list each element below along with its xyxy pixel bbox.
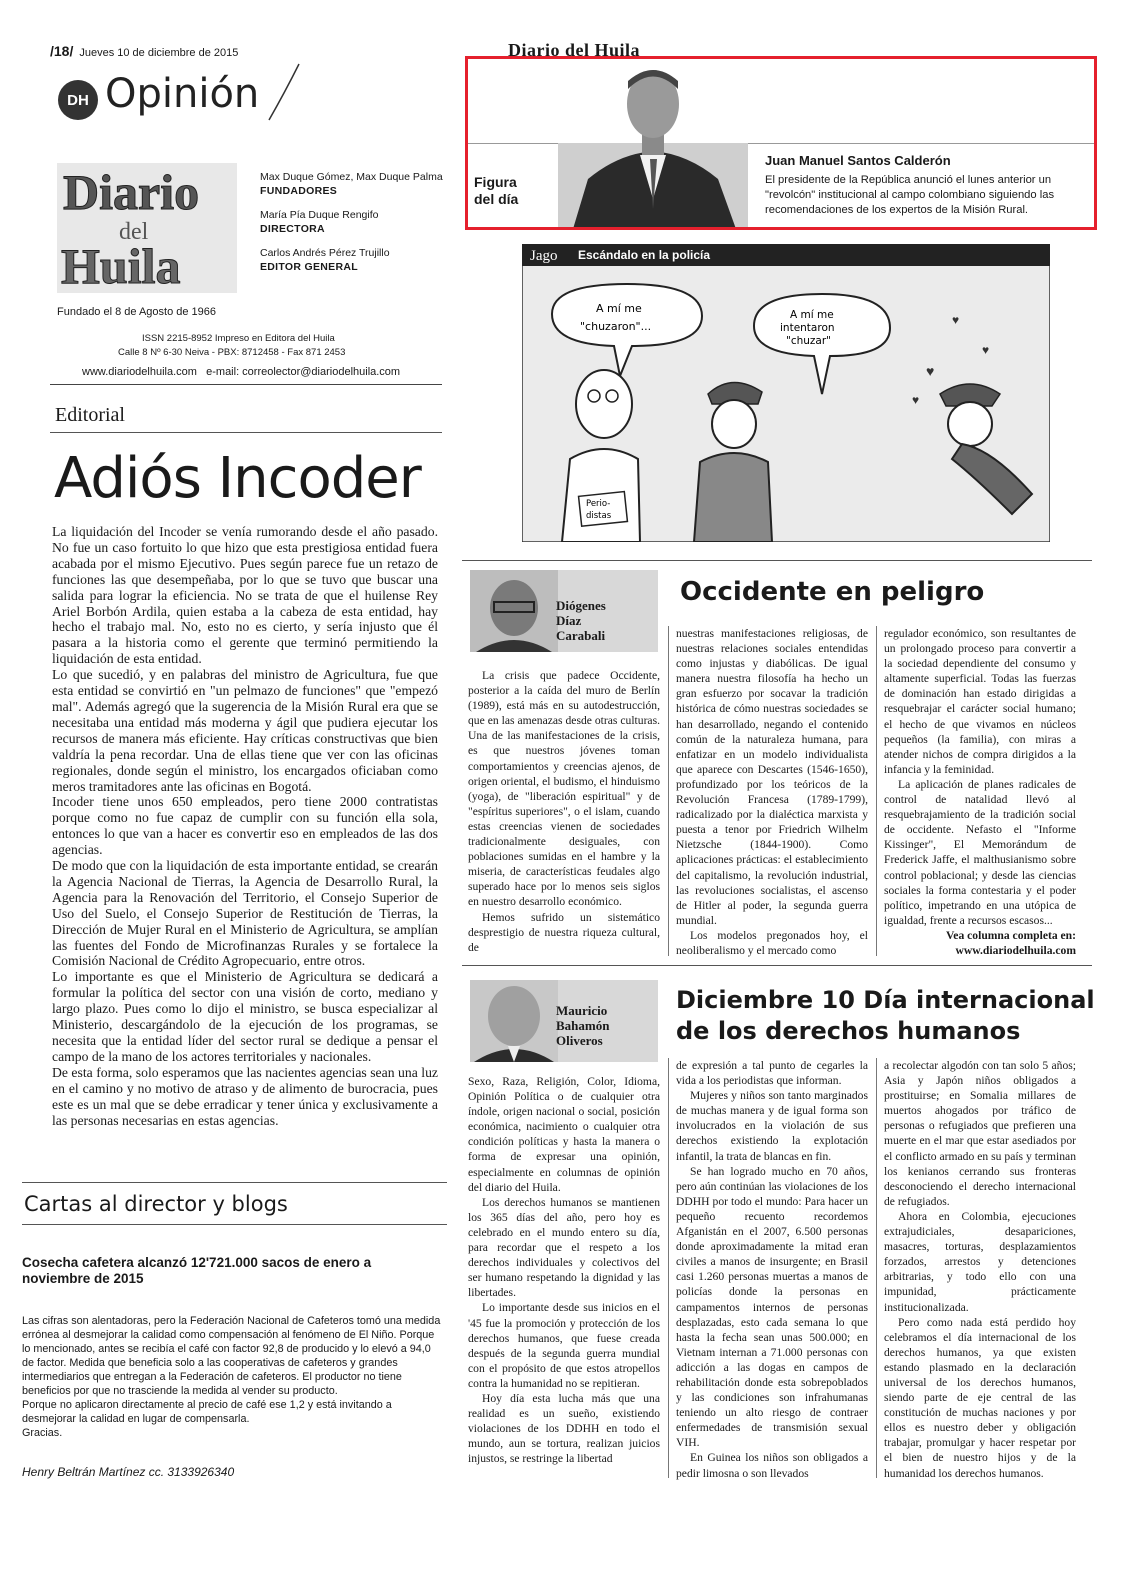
- letter-paragraph: Porque no aplicaron directamente al precio de café ese 1,2 y está invitando a desmejorar la calidad en lugar de compensarla.: [22, 1399, 392, 1425]
- section-slash-decoration: [265, 62, 301, 122]
- address-line: Calle 8 Nº 6-30 Neiva - PBX: 8712458 - Fax 871 2453: [118, 347, 346, 358]
- column-text: [468, 668, 660, 955]
- staff-list: [260, 170, 443, 284]
- column-separator: [668, 1058, 669, 1478]
- column-paragraph: Se han logrado mucho en 70 años, pero aún continúan las violaciones de los DDHH por todo el mundo: Para hacer un pequeño recuento recordemos Afganistán en el 2007, 6.500 personas donde aproximadamente la mitad eran civiles a manos de insurgente; en Brasil casi 1.260 personas muertas a manos de policías donde la personas en campamentos internos de personas desplazadas, esto cada semana lo que hasta la fecha sean unas 500.000; en Vietnam internan a 71.000 personas con adicción a las dogas en campos de rehabilitación donde esta sobrepoblados y las condiciones son infrahumanas teniendo un alto riesgo de contraer enfermedades de transmisión sexual VIH.: [676, 1164, 868, 1450]
- divider: [22, 1224, 447, 1225]
- column-text: [676, 626, 868, 958]
- column-title: Diciembre 10 Día internacional de los derechos humanos: [676, 986, 1095, 1045]
- columnist-name-line1: Diógenes: [556, 598, 606, 613]
- column-separator: [876, 626, 877, 956]
- bubble2-line3: "chuzar": [786, 335, 832, 347]
- column-paragraph: La aplicación de planes radicales de control de natalidad llevó al resquebrajamiento de la tradición social de occidente. Nefasto el "Informe Kissinger", El Memorándum de Frederick Jaffe, el malthusianismo sobre control poblacional; y desde las ciencias sociales la forma contestaria y el poder político, impetrando en una utópica de igualdad, frente a recursos escasos...: [884, 777, 1076, 927]
- column-title: Occidente en peligro: [680, 577, 985, 607]
- logo-line3: Huila: [61, 238, 181, 293]
- svg-text:♥: ♥: [912, 393, 920, 407]
- column-text: [884, 1058, 1076, 1481]
- column-paragraph: Hemos sufrido un sistemático desprestigio de nuestra riqueza cultural, de: [468, 910, 660, 954]
- staff-names: María Pía Duque Rengifo: [260, 209, 379, 221]
- email-link[interactable]: e-mail: correolector@diariodelhuila.com: [206, 366, 401, 378]
- figura-name: Juan Manuel Santos Calderón: [765, 153, 951, 168]
- cartoon-drawing: [522, 244, 1050, 542]
- editorial-paragraph: De esta forma, solo esperamos que las nacientes agencias sean una luz en el camino y no motivo de atraso y de alimento de burocracia, pues este es un mal que se debe erradicar y tener única y exclusivamente a las personas necesarias en estas agencias.: [52, 1064, 438, 1128]
- bubble1-line1: A mí me: [596, 302, 642, 315]
- svg-text:♥: ♥: [926, 365, 935, 380]
- divider: [462, 965, 1092, 966]
- staff-role: EDITOR GENERAL: [260, 261, 358, 273]
- divider: [50, 432, 442, 433]
- columnist-name-line1: Mauricio: [556, 1003, 608, 1018]
- column-paragraph: La crisis que padece Occidente, posterior a la caída del muro de Berlín (1989), está más en su autodestrucción, que en las amenazas desde otras culturas. Una de las manifestaciones de la crisis, es que nuestros jóvenes toman comportamientos y creencias ajenos, de origen oriental, el budismo, el hinduismo (yoga), de "liberación espiritual" y de "espíritus superiores", o el islam, cuando estas creencias vienen de sociedades tradicionalmente desiguales, con poblaciones sumidas en el hambre y la miseria, de características feudales algo superado hace por lo menos seis siglos en nuestro desarrollo económico.: [468, 669, 660, 909]
- divider: [22, 1182, 447, 1183]
- columnist-photo: [470, 570, 558, 652]
- editorial-paragraph: Incoder tiene unos 650 empleados, pero tiene 2000 contratistas porque como no fue capaz de cumplir con su función ella sola, entonces lo que van a hacer es convertir eso en empleados de las dos agencias.: [52, 794, 438, 858]
- letter-paragraph: Gracias.: [22, 1427, 63, 1439]
- editorial-paragraph: De modo que con la liquidación de esta importante entidad, se crearán la Agencia Nacional de Tierras, la Agencia de Desarrollo Rural, la Agencia para la Renovación del Territorio, el Consejo Superior de Uso del Suelo, el Consejo Superior de Restitución de Tierras, la Dirección de Mujer Rural en el Ministerio de Agricultura, se amplían las fuentes del Fondo de Microfinanzas Rurales y se fortalece la Comisión Nacional de Crédito Agropecuario, entre otros.: [52, 858, 438, 969]
- staff-names: Carlos Andrés Pérez Trujillo: [260, 247, 390, 259]
- editorial-body: [52, 524, 438, 1128]
- columnist-photo: [470, 980, 558, 1062]
- cartoon: [522, 244, 1050, 542]
- page-number: /18/: [50, 43, 74, 59]
- column-separator: [876, 1058, 877, 1478]
- logo-line1: Diario: [63, 164, 200, 220]
- read-more-line1: Vea columna completa en:: [946, 928, 1076, 942]
- columnist-name-line2: Bahamón: [556, 1018, 610, 1033]
- column-paragraph: Pero como nada está perdido hoy celebramos el día internacional de los derechos humanos, ya que existen estando plasmado en la declaración universal de los derechos humanos, siendo parte de eje central de las constitución de muchas naciones y por ellos es nuestro deber y obligación trabajar, promulgar y hacer respetar por el bien de nuestro hijos y de la humanidad los derechos humanos.: [884, 1315, 1076, 1480]
- contact-line: [82, 366, 400, 378]
- column-text: [884, 626, 1076, 958]
- letter-body: [22, 1314, 442, 1440]
- section-logo: DH: [58, 80, 98, 120]
- svg-text:♥: ♥: [952, 313, 960, 327]
- column-paragraph: Los derechos humanos se mantienen los 365 días del año, pero hoy es celebrado en el mundo entero su día, para recordar que el respeto a los derechos individuales y colectivos del ser humano respetando la dignidad y las libertades.: [468, 1195, 660, 1300]
- columnist-name-line3: Oliveros: [556, 1033, 603, 1048]
- issn-info: [118, 332, 346, 360]
- section-title: Opinión: [105, 71, 260, 117]
- diario-del-huila-logo: [57, 163, 237, 293]
- column-paragraph: a recolectar algodón con tan solo 5 años; Asia y Japón niños obligados a prostituirse; en Somalia millares de muertos ahogados por tráfico de personas o refugiados que prefieren una muerte en el mar que estar asediados por el conflicto armado en su país y terminan los kenianos cerrando sus fronteras desconociendo el derecho internacional de refugiados.: [884, 1059, 1076, 1208]
- staff-names: Max Duque Gómez, Max Duque Palma: [260, 171, 443, 183]
- column-paragraph: Sexo, Raza, Religión, Color, Idioma, Opinión Política o de cualquier otra índole, origen nacional o social, posición económica, nacimiento o cualquier otra condición políticas y hasta la manera o forma de expresar una opinión, especialmente en columnas de opinión del diario del Huila.: [468, 1075, 660, 1194]
- figura-description: El presidente de la República anunció el lunes anterior un "revolcón" institucional al campo colombiano siguiendo las recomendaciones de los expertos de la Misión Rural.: [765, 174, 1055, 216]
- page-header: [50, 43, 238, 59]
- read-more-link[interactable]: www.diariodelhuila.com: [955, 943, 1076, 957]
- editorial-label: Editorial: [55, 404, 125, 426]
- column-text: [676, 1058, 868, 1481]
- column-paragraph: Hoy día esta lucha más que una realidad es un sueño, existiendo violaciones de los DDHH en todo el mundo, aun se tortura, realizan juicios injustos, se restringe la libertad: [468, 1391, 660, 1466]
- figura-label: [474, 174, 518, 208]
- bubble1-line2: "chuzaron"...: [580, 320, 652, 333]
- figura-label-line1: Figura: [474, 174, 517, 190]
- tag-line1: Perio-: [586, 499, 611, 509]
- cartoon-author: Jago: [530, 248, 558, 264]
- logo-line2: del: [119, 219, 149, 245]
- staff-role: FUNDADORES: [260, 185, 338, 197]
- column-paragraph: Mujeres y niños son tanto marginados de muchas manera y de igual forma son involucrados en la violación de sus derechos existiendo la explotación infantil, la trata de blancas en fin.: [676, 1089, 868, 1163]
- editorial-paragraph: Lo importante es que el Ministerio de Agricultura se dedicará a formular la política del sector con una visión de corto, mediano y largo plazo. Pues como lo dijo el ministro, se busca especializar al Ministerio, descargándolo de la ejecución de los programas, se necesita que la entidad líder del sector rural se dedique a pensar el campo de la mano de los actores territoriales y nacionales.: [52, 969, 438, 1064]
- column-paragraph: Los modelos pregonados hoy, el neoliberalismo y el mercado como: [676, 928, 868, 957]
- column-paragraph: Lo importante desde sus inicios en el '45 fue la promoción y protección de los derechos humanos, que fuese creada después de la segunda guerra mundial con el propósito de que estos atropellos contra la humanidad no se repitieran.: [468, 1301, 660, 1390]
- letter-paragraph: Las cifras son alentadoras, pero la Federación Nacional de Cafeteros tomó una medida errónea al desmejorar la calidad como compensación al fenómeno de El Niño. Porque lo mencionado, antes se recibía el café con factor 92,8 de producido y lo elevó a 94,0 de factor. Medida que beneficia solo a las cooperativas de cafeteros y grandes intermediarios que entregan a la Federación de cafeteros. El productor no tiene beneficios por que no trasciende la medida al vender su producto.: [22, 1315, 441, 1397]
- figura-del-dia-box: [465, 56, 1097, 230]
- editorial-paragraph: Lo que sucedió, y en palabras del ministro de Agricultura, fue que esta entidad se convirtió en "un pelmazo de funciones" que "empezó mal". Además agregó que la sugerencia de la Misión Rural era que se necesitaba una entidad más moderna y ágil que pudiera ejecutar los recursos de manera más eficiente. Hay críticas constructivas que bien valdría la pena recordar. Una de ellas tiene que ver con las oficinas regionales, donde según el ministro, los encargados oficiaban como meros tramitadores ante las oficinas en Bogotá.: [52, 667, 438, 794]
- founded-date: Fundado el 8 de Agosto de 1966: [57, 306, 217, 318]
- column-text: [468, 1074, 660, 1466]
- column-paragraph: nuestras manifestaciones religiosas, de nuestras relaciones sociales entendidas como injustas y diabólicas. De igual manera nuestra filosofía ha hecho un gran esfuerzo por socavar la tradición histórica de cómo nuestras sociedades se han desarrollado, negando el contenido común de la naturaleza humana, para enfatizar en un modelo individualista que aparece con Descartes (1546-1650), profundizado por los teóricos de la Revolución Francesa (1789-1799), radicalizado por la dialéctica marxista y puesta a tenor por Friedrich Wilhelm Nietzsche (1844-1900). Como aplicaciones prácticas: el establecimiento del capitalismo, la revolución industrial, las revoluciones socialistas, el ascenso de Hitler al poder, la segunda guerra mundial.: [676, 627, 868, 927]
- tag-line2: distas: [586, 511, 612, 521]
- issn-line: ISSN 2215-8952 Impreso en Editora del Huila: [142, 333, 335, 344]
- column-paragraph: de expresión a tal punto de cegarles la vida a los periodistas que informan.: [676, 1059, 868, 1088]
- divider: [462, 560, 1092, 561]
- column-separator: [668, 626, 669, 956]
- bubble2-line1: A mí me: [790, 309, 834, 321]
- page-date: Jueves 10 de diciembre de 2015: [79, 47, 239, 59]
- cartas-section-title: Cartas al director y blogs: [24, 1192, 288, 1216]
- letter-headline: Cosecha cafetera alcanzó 12'721.000 sacos de enero a noviembre de 2015: [22, 1255, 372, 1286]
- columnist-name: [556, 1003, 609, 1048]
- bubble2-line2: intentaron: [780, 322, 835, 334]
- letter-signature: Henry Beltrán Martínez cc. 3133926340: [22, 1465, 235, 1479]
- column-paragraph: En Guinea los niños son obligados a pedir limosna o son llevados: [676, 1451, 868, 1480]
- cartoon-title: Escándalo en la policía: [578, 248, 711, 262]
- editorial-title: Adiós Incoder: [54, 446, 421, 511]
- figura-label-line2: del día: [474, 191, 519, 207]
- read-more: [884, 928, 1076, 958]
- column-paragraph: Ahora en Colombia, ejecuciones extrajudiciales, desapariciones, masacres, torturas, desplazamientos forzados, arrestos y detenciones arbitrarias, y todo ello con una impunidad, prácticamente institucionalizada.: [884, 1209, 1076, 1314]
- staff-role: DIRECTORA: [260, 223, 325, 235]
- columnist-name-line2: Díaz: [556, 613, 582, 628]
- paper-name-header: Diario del Huila: [508, 40, 641, 60]
- divider: [50, 384, 442, 385]
- columnist-name-line3: Carabali: [556, 628, 606, 643]
- staff-founders: [260, 170, 443, 198]
- columnist-name: [556, 598, 606, 643]
- staff-editor: [260, 246, 443, 274]
- website-link[interactable]: www.diariodelhuila.com: [82, 366, 197, 378]
- editorial-paragraph: La liquidación del Incoder se venía rumorando desde el año pasado. No fue un caso fortuito lo que hizo que esta prestigiosa entidad fuera acabada por el mismo Ejecutivo. Pues según parece fue un retazo de funciones las que desempeñaba, por lo que se tuvo que buscar una salida para lograr la eficiencia. No se trata de que el huilense Rey Ariel Borbón Ardila, quien estaba a la cabeza de esta entidad, hay hecho el trabajo mal. No, esto no es cierto, y sería injusto que él pasara a la historia como el gerente que terminó permitiendo la liquidación de esta entidad.: [52, 524, 438, 667]
- figura-photo: [558, 59, 748, 229]
- staff-director: [260, 208, 443, 236]
- svg-text:♥: ♥: [982, 343, 990, 357]
- column-paragraph: regulador económico, son resultantes de un prolongado proceso para convertir a la sociedad dependiente del consumo y altamente superficial. Todas las fuerzas de dominación han estado dirigidas a resquebrajar el carácter social humano; el hecho de que vivamos en núcleos pequeños (la familia), con miras a atender nichos de compra dirigidos a la infancia y la feminidad.: [884, 627, 1076, 776]
